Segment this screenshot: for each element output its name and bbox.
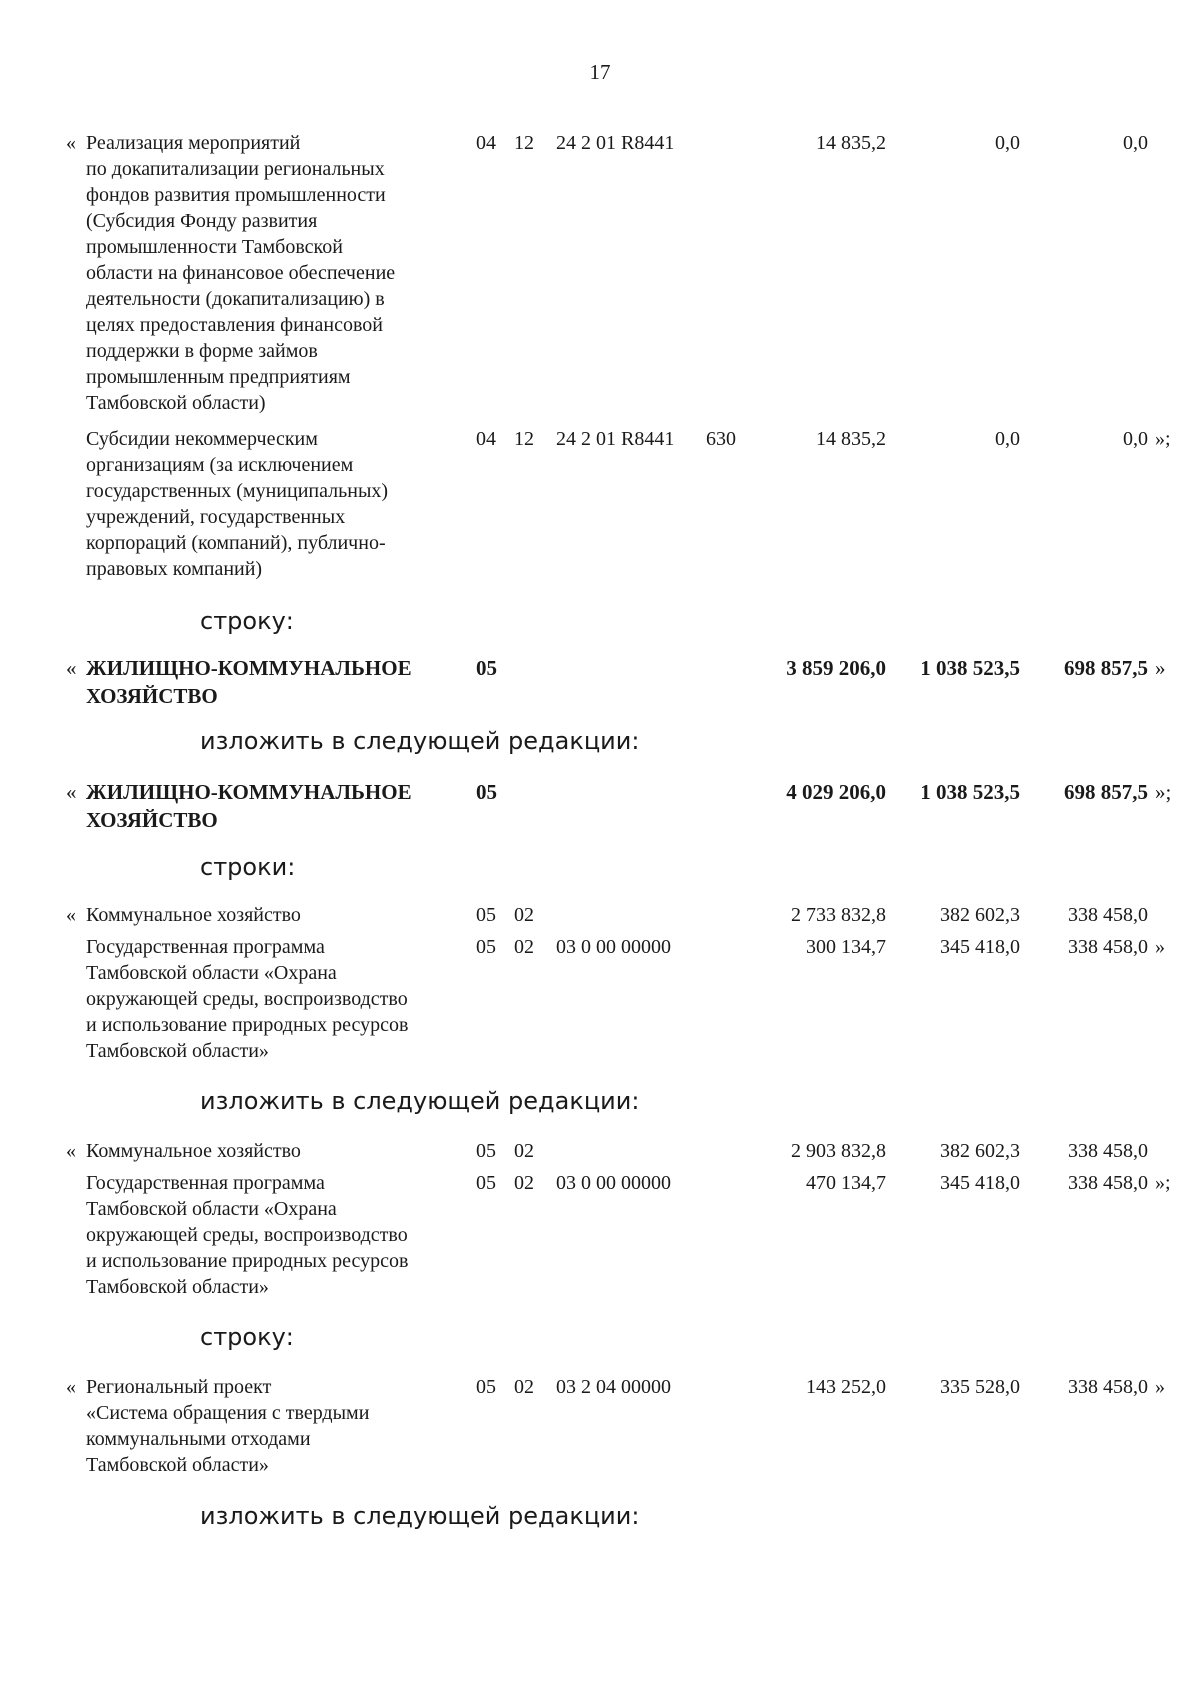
row-name [86, 1138, 301, 1164]
budget-row [0, 1170, 1200, 1298]
row-name-line: Государственная программа [86, 936, 325, 958]
amount-year-1: 14 835,2 [816, 132, 886, 154]
quote-open: « [66, 1140, 76, 1162]
row-name-line: государственных (муниципальных) [86, 480, 389, 502]
target-article-code: 24 2 01 R8441 [556, 428, 675, 450]
quote-close: » [1155, 936, 1165, 958]
row-name-line: промышленности Тамбовской [86, 236, 343, 258]
amount-year-3: 338 458,0 [1068, 904, 1148, 926]
row-name-line: промышленным предприятиям [86, 366, 351, 388]
amount-year-2: 335 528,0 [940, 1376, 1020, 1398]
target-article-code: 03 0 00 00000 [556, 1172, 671, 1194]
budget-row [0, 1374, 1200, 1476]
target-article-code: 03 2 04 00000 [556, 1376, 671, 1398]
amount-year-3: 0,0 [1123, 132, 1148, 154]
subsection-code: 02 [514, 1140, 534, 1162]
row-name-line: и использование природных ресурсов [86, 1014, 409, 1036]
subsection-code: 12 [514, 428, 534, 450]
row-name [86, 426, 388, 582]
section-code: 05 [476, 1140, 496, 1162]
row-name-line: Тамбовской области» [86, 1454, 269, 1476]
amount-year-2: 1 038 523,5 [920, 780, 1020, 804]
row-name-line: фондов развития промышленности [86, 184, 386, 206]
row-name [86, 654, 412, 710]
row-name [86, 1374, 369, 1478]
amount-year-2: 345 418,0 [940, 1172, 1020, 1194]
row-name-line: Коммунальное хозяйство [86, 904, 301, 926]
amount-year-2: 0,0 [995, 132, 1020, 154]
row-name-line: организациям (за исключением [86, 454, 354, 476]
amount-year-3: 0,0 [1123, 428, 1148, 450]
amount-year-2: 1 038 523,5 [920, 656, 1020, 680]
quote-close: » [1155, 656, 1166, 680]
subsection-code: 12 [514, 132, 534, 154]
row-name [86, 934, 408, 1064]
section-code: 05 [476, 1172, 496, 1194]
quote-close: » [1155, 1376, 1165, 1398]
amount-year-1: 300 134,7 [806, 936, 886, 958]
amount-year-3: 698 857,5 [1064, 656, 1148, 680]
row-name-line: Коммунальное хозяйство [86, 1140, 301, 1162]
subsection-code: 02 [514, 904, 534, 926]
row-name-line: окружающей среды, воспроизводство [86, 988, 408, 1010]
budget-row [0, 130, 1200, 414]
row-name-line: Государственная программа [86, 1172, 325, 1194]
amount-year-1: 3 859 206,0 [786, 656, 886, 680]
section-code: 05 [476, 904, 496, 926]
amount-year-1: 4 029 206,0 [786, 780, 886, 804]
budget-row [0, 902, 1200, 926]
row-name-line: области на финансовое обеспечение [86, 262, 396, 284]
budget-row [0, 778, 1200, 832]
amount-year-1: 2 733 832,8 [791, 904, 886, 926]
section-code: 05 [476, 936, 496, 958]
row-name-line: по докапитализации региональных [86, 158, 385, 180]
row-name-line: правовых компаний) [86, 558, 263, 580]
row-name-line: окружающей среды, воспроизводство [86, 1224, 408, 1246]
section-code: 05 [476, 780, 497, 804]
row-name-line: (Субсидия Фонду развития [86, 210, 318, 232]
quote-open: « [66, 656, 77, 680]
row-name-line: корпораций (компаний), публично- [86, 532, 386, 554]
instruction-text: строку: [200, 607, 294, 635]
section-code: 05 [476, 1376, 496, 1398]
section-code: 05 [476, 656, 497, 680]
budget-row [0, 1138, 1200, 1162]
quote-close: »; [1155, 780, 1172, 804]
instruction-text: изложить в следующей редакции: [200, 727, 640, 755]
row-name-line: Реализация мероприятий [86, 132, 301, 154]
row-name [86, 130, 395, 416]
row-name-line: Тамбовской области» [86, 1040, 269, 1062]
amount-year-3: 338 458,0 [1068, 936, 1148, 958]
quote-open: « [66, 780, 77, 804]
instruction-text: изложить в следующей редакции: [200, 1502, 640, 1530]
expense-type-code: 630 [706, 428, 736, 450]
row-name-line: деятельности (докапитализацию) в [86, 288, 385, 310]
quote-open: « [66, 904, 76, 926]
target-article-code: 24 2 01 R8441 [556, 132, 675, 154]
row-name-line: коммунальными отходами [86, 1428, 311, 1450]
row-name-line: ЖИЛИЩНО-КОММУНАЛЬНОЕ [86, 780, 412, 804]
row-name-line: Тамбовской области» [86, 1276, 269, 1298]
amount-year-2: 382 602,3 [940, 1140, 1020, 1162]
row-name-line: целях предоставления финансовой [86, 314, 383, 336]
page-number: 17 [589, 60, 611, 84]
budget-row [0, 426, 1200, 580]
row-name-line: ЖИЛИЩНО-КОММУНАЛЬНОЕ [86, 656, 412, 680]
amount-year-3: 698 857,5 [1064, 780, 1148, 804]
row-name [86, 1170, 408, 1300]
section-code: 04 [476, 428, 496, 450]
row-name [86, 902, 301, 928]
row-name-line: Субсидии некоммерческим [86, 428, 318, 450]
amount-year-1: 143 252,0 [806, 1376, 886, 1398]
row-name-line: Тамбовской области «Охрана [86, 962, 337, 984]
row-name-line: Тамбовской области) [86, 392, 266, 414]
row-name-line: и использование природных ресурсов [86, 1250, 409, 1272]
amount-year-2: 382 602,3 [940, 904, 1020, 926]
row-name-line: ХОЗЯЙСТВО [86, 808, 218, 832]
quote-open: « [66, 1376, 76, 1398]
amount-year-3: 338 458,0 [1068, 1172, 1148, 1194]
row-name [86, 778, 412, 834]
amount-year-1: 14 835,2 [816, 428, 886, 450]
row-name-line: «Система обращения с твердыми [86, 1402, 370, 1424]
amount-year-2: 345 418,0 [940, 936, 1020, 958]
subsection-code: 02 [514, 1172, 534, 1194]
budget-row [0, 934, 1200, 1062]
budget-row [0, 654, 1200, 708]
instruction-text: изложить в следующей редакции: [200, 1087, 640, 1115]
amount-year-3: 338 458,0 [1068, 1140, 1148, 1162]
row-name-line: учреждений, государственных [86, 506, 346, 528]
quote-open: « [66, 132, 76, 154]
amount-year-3: 338 458,0 [1068, 1376, 1148, 1398]
quote-close: »; [1155, 1172, 1171, 1194]
target-article-code: 03 0 00 00000 [556, 936, 671, 958]
quote-close: »; [1155, 428, 1171, 450]
section-code: 04 [476, 132, 496, 154]
amount-year-2: 0,0 [995, 428, 1020, 450]
instruction-text: строку: [200, 1323, 294, 1351]
row-name-line: поддержки в форме займов [86, 340, 318, 362]
instruction-text: строки: [200, 853, 296, 881]
amount-year-1: 2 903 832,8 [791, 1140, 886, 1162]
row-name-line: ХОЗЯЙСТВО [86, 684, 218, 708]
row-name-line: Региональный проект [86, 1376, 272, 1398]
amount-year-1: 470 134,7 [806, 1172, 886, 1194]
row-name-line: Тамбовской области «Охрана [86, 1198, 337, 1220]
subsection-code: 02 [514, 936, 534, 958]
subsection-code: 02 [514, 1376, 534, 1398]
